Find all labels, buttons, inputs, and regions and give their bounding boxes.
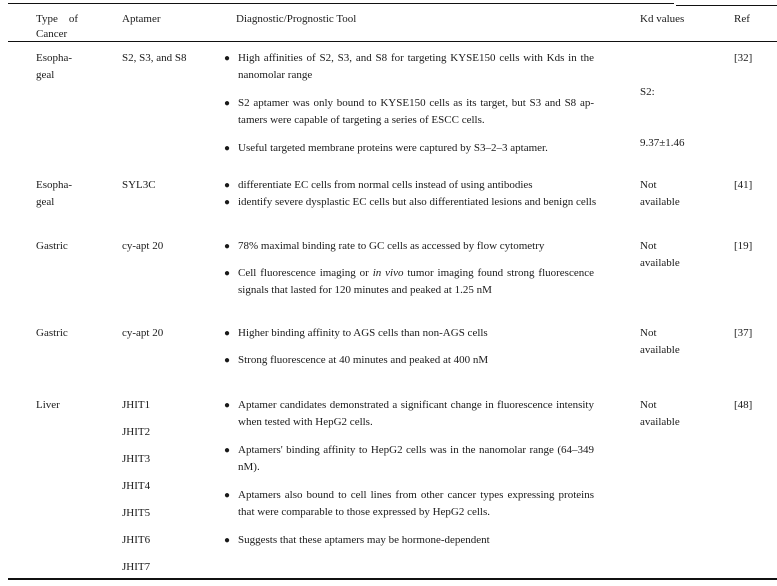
- bullet-dot-icon: ●: [224, 268, 231, 279]
- row-2-ref: [41]: [734, 179, 753, 191]
- row-4-kd-values: Not available: [640, 327, 680, 356]
- row-2-aptamer: SYL3C: [122, 179, 156, 191]
- row-5-type: Liver: [36, 399, 60, 411]
- row-2-bullet-2: ● identify severe dysplastic EC cells but also differentiated lesions and benign cells: [238, 194, 608, 211]
- header-kd-values: Kd values: [640, 13, 685, 25]
- row-3-ref: [19]: [734, 240, 753, 252]
- row-3-kd-values: Not available: [640, 240, 680, 269]
- aptamer-item: JHIT7: [122, 561, 151, 573]
- bullet-dot-icon: ●: [224, 445, 231, 456]
- bullet-dot-icon: ●: [224, 535, 231, 546]
- row-3-bullet-2: ● Cell fluorescence imaging or in vivo tumor imaging found strong fluorescence signals that lasted for 120 minutes and peaked at 1.25 nM: [224, 267, 594, 296]
- bullet-dot-icon: ●: [224, 143, 231, 154]
- row-2-kd-values: Not available: [640, 179, 680, 208]
- row-5-bullet-4: ● Suggests that these aptamers may be hormone-dependent: [238, 532, 594, 549]
- header-type-of-cancer: Type of Cancer: [36, 13, 78, 40]
- header-diagnostic-tool: Diagnostic/Prognostic Tool: [236, 13, 357, 25]
- header-rule: [8, 41, 777, 42]
- row-4-aptamer: cy-apt 20: [122, 327, 164, 339]
- header-aptamer: Aptamer: [122, 13, 161, 25]
- row-1-type: Esopha- geal: [36, 52, 73, 81]
- row-3-bullet-1: ● 78% maximal binding rate to GC cells as accessed by flow cytometry: [238, 238, 594, 255]
- row-1-kd-values: S2: 9.37±1.46: [640, 86, 685, 149]
- bullet-dot-icon: ●: [224, 355, 231, 366]
- bullet-dot-icon: ●: [224, 241, 231, 252]
- row-5-bullet-3: ● Aptamers also bound to cell lines from other cancer types expressing proteins that were comparable to those expressed by HepG2 cells.: [224, 489, 594, 518]
- row-3-aptamer: cy-apt 20: [122, 240, 164, 252]
- bullet-dot-icon: ●: [224, 197, 231, 208]
- top-rule-right: [676, 5, 777, 6]
- row-2-bullet-1: ● differentiate EC cells from normal cells instead of using antibodies: [238, 177, 608, 194]
- aptamer-item: JHIT4: [122, 480, 151, 492]
- row-5-bullet-2: ● Aptamers' binding affinity to HepG2 cells was in the nanomolar range (64–349 nM).: [224, 444, 594, 473]
- row-4-type: Gastric: [36, 327, 68, 339]
- aptamer-item: JHIT5: [122, 507, 151, 519]
- top-rule-left: [8, 3, 674, 4]
- row-5-ref: [48]: [734, 399, 753, 411]
- aptamer-item: JHIT1: [122, 399, 151, 411]
- bullet-dot-icon: ●: [224, 328, 231, 339]
- aptamer-item: JHIT3: [122, 453, 151, 465]
- row-1-ref: [32]: [734, 52, 753, 64]
- row-1-aptamer: S2, S3, and S8: [122, 52, 187, 64]
- row-1-bullet-2: ● S2 aptamer was only bound to KYSE150 cells as its target, but S3 and S8 ap-tamers were capable of targeting a series of ESCC cells.: [224, 97, 594, 126]
- row-4-ref: [37]: [734, 327, 753, 339]
- aptamer-item: JHIT2: [122, 426, 151, 438]
- bullet-dot-icon: ●: [224, 53, 231, 64]
- header-ref: Ref: [734, 13, 750, 25]
- row-5-bullet-1: ● Aptamer candidates demonstrated a significant change in fluorescence intensity when tested with HepG2 cells.: [224, 399, 594, 428]
- row-3-type: Gastric: [36, 240, 68, 252]
- bullet-dot-icon: ●: [224, 400, 231, 411]
- bullet-dot-icon: ●: [224, 98, 231, 109]
- row-2-type: Esopha- geal: [36, 179, 73, 208]
- row-4-bullet-2: ● Strong fluorescence at 40 minutes and peaked at 400 nM: [238, 352, 594, 369]
- row-1-bullet-3: ● Useful targeted membrane proteins were captured by S3–2–3 aptamer.: [238, 140, 594, 157]
- row-5-aptamer-list: [122, 397, 150, 586]
- bullet-dot-icon: ●: [224, 490, 231, 501]
- row-1-bullet-1: ● High affinities of S2, S3, and S8 for targeting KYSE150 cells with Kds in the nanomolar range: [224, 52, 594, 81]
- aptamer-item: JHIT6: [122, 534, 151, 546]
- row-5-kd-values: Not available: [640, 399, 680, 428]
- bullet-dot-icon: ●: [224, 180, 231, 191]
- row-4-bullet-1: ● Higher binding affinity to AGS cells than non-AGS cells: [238, 325, 594, 342]
